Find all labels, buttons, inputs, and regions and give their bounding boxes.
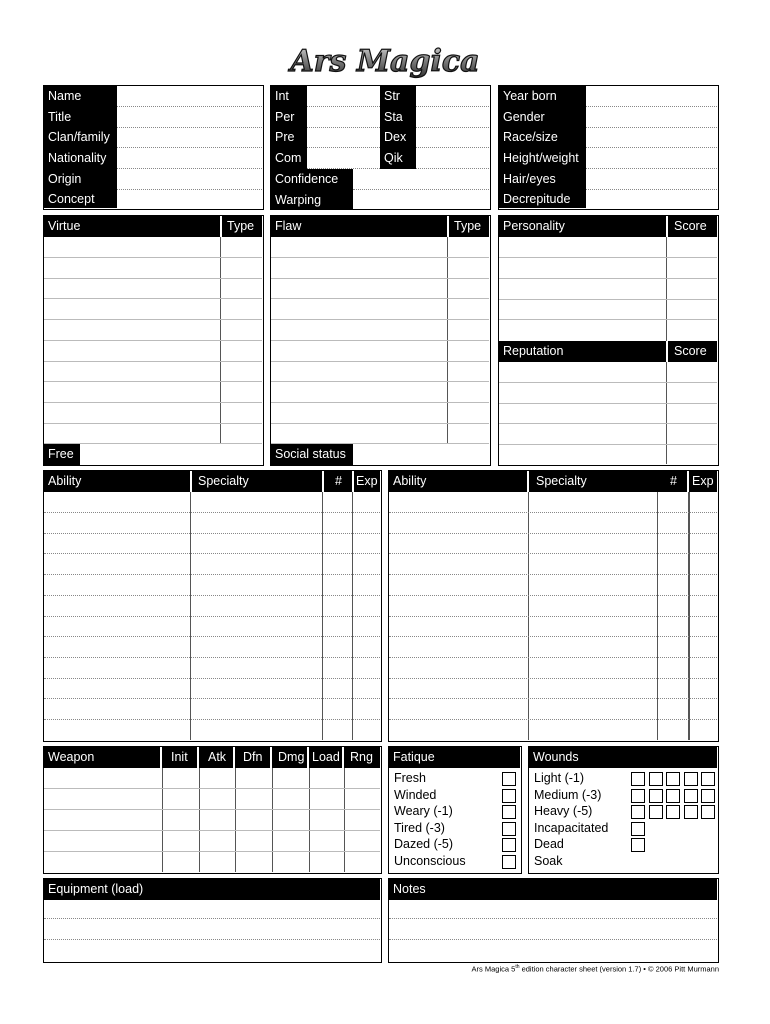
exp-header: Exp — [354, 471, 380, 492]
ability-row[interactable] — [390, 720, 527, 740]
fatigue-level-label: Unconscious — [394, 854, 466, 868]
virtue-type-header: Type — [222, 216, 262, 237]
flaw-row[interactable] — [272, 237, 446, 257]
column-divider — [657, 492, 658, 740]
virtue-row[interactable] — [45, 320, 219, 340]
ability-header: Ability — [44, 471, 190, 492]
reputation-header: Reputation — [499, 341, 666, 362]
flaw-type-header: Type — [449, 216, 489, 237]
wound-checkbox[interactable] — [631, 838, 645, 852]
flaw-row[interactable] — [272, 361, 446, 381]
svg-text:Ars Magica: Ars Magica — [290, 44, 480, 79]
ability-row[interactable] — [45, 492, 189, 512]
ability-row[interactable] — [45, 637, 189, 657]
virtue-row[interactable] — [45, 361, 219, 381]
info-label: Gender — [503, 110, 545, 124]
characteristics-box — [270, 85, 491, 210]
flaw-row[interactable] — [272, 403, 446, 423]
fatigue-checkbox[interactable] — [502, 772, 516, 786]
weapon-col-header: Dmg — [272, 747, 307, 768]
flaw-row[interactable] — [272, 382, 446, 402]
virtue-row[interactable] — [45, 403, 219, 423]
personality-row[interactable] — [500, 279, 665, 299]
character-info-left — [43, 85, 264, 210]
personality-row[interactable] — [500, 237, 665, 257]
info-field-5[interactable] — [119, 189, 260, 209]
info-field-3[interactable] — [588, 148, 715, 168]
ability-row[interactable] — [45, 575, 189, 595]
weapon-col-header: Init — [162, 747, 197, 768]
flaw-row[interactable] — [272, 341, 446, 361]
info-field-2[interactable] — [119, 127, 260, 147]
info-label: Concept — [48, 192, 95, 206]
info-label: Height/weight — [503, 151, 579, 165]
wound-level-label: Medium (-3) — [534, 787, 602, 802]
personality-reputation-box — [498, 215, 719, 466]
wound-checkbox[interactable] — [684, 805, 698, 819]
free-label: Free — [44, 444, 80, 465]
info-label: Clan/family — [48, 130, 110, 144]
info-label: Year born — [503, 89, 557, 103]
characteristic-label: Sta — [384, 110, 403, 124]
ars-magica-logo — [290, 38, 480, 84]
wounds-box — [528, 746, 719, 874]
notes-header: Notes — [389, 879, 717, 900]
characteristic-label: Pre — [275, 130, 295, 144]
virtue-row[interactable] — [45, 341, 219, 361]
ability-row[interactable] — [390, 554, 527, 574]
ability-row[interactable] — [390, 533, 527, 553]
flaw-row[interactable] — [272, 258, 446, 278]
weapon-row[interactable] — [45, 768, 160, 788]
personality-score-header: Score — [668, 216, 717, 237]
wound-checkbox[interactable] — [666, 772, 680, 786]
characteristic-label: Qik — [384, 151, 403, 165]
column-divider — [235, 768, 236, 872]
info-field-0[interactable] — [588, 86, 715, 106]
weapon-col-header: Weapon — [44, 747, 160, 768]
column-divider — [666, 362, 667, 464]
characteristic-value-7[interactable] — [418, 148, 487, 168]
notes-box — [388, 878, 719, 963]
ability-row[interactable] — [45, 658, 189, 678]
footer-superscript: th — [515, 964, 520, 970]
flaws-box — [270, 215, 491, 466]
fatigue-checkbox[interactable] — [502, 822, 516, 836]
info-field-4[interactable] — [119, 169, 260, 189]
ability-row[interactable] — [390, 492, 527, 512]
ability-row[interactable] — [390, 616, 527, 636]
column-divider — [309, 768, 310, 872]
wound-level-label: Soak — [534, 854, 563, 868]
column-divider — [666, 237, 667, 341]
ability-row[interactable] — [390, 513, 527, 533]
social-status-label: Social status — [271, 444, 353, 465]
weapons-box — [43, 746, 382, 874]
flaw-header: Flaw — [271, 216, 447, 237]
ability-row[interactable] — [45, 596, 189, 616]
fatigue-checkbox[interactable] — [502, 838, 516, 852]
ability-row[interactable] — [390, 658, 527, 678]
info-label: Title — [48, 110, 72, 124]
reputation-row[interactable] — [500, 403, 665, 423]
fatigue-level-label: Weary (-1) — [394, 804, 453, 819]
fatigue-checkbox[interactable] — [502, 855, 516, 869]
ability-row[interactable] — [45, 720, 189, 740]
ability-row[interactable] — [45, 513, 189, 533]
wound-checkbox[interactable] — [701, 805, 715, 819]
wound-checkbox[interactable] — [684, 772, 698, 786]
equipment-box — [43, 878, 382, 963]
wound-checkbox[interactable] — [649, 789, 663, 803]
info-field-4[interactable] — [588, 169, 715, 189]
virtue-row[interactable] — [45, 423, 219, 443]
personality-header: Personality — [499, 216, 666, 237]
characteristic-value-0[interactable] — [309, 86, 378, 106]
info-label: Decrepitude — [503, 192, 571, 206]
characteristic-value-4[interactable] — [418, 86, 487, 106]
virtue-row[interactable] — [45, 382, 219, 402]
personality-row[interactable] — [500, 320, 665, 340]
column-divider — [344, 768, 345, 872]
personality-row[interactable] — [500, 299, 665, 319]
reputation-score-header: Score — [668, 341, 717, 362]
ability-row[interactable] — [390, 699, 527, 719]
weapon-row[interactable] — [45, 810, 160, 830]
characteristic-value-5[interactable] — [418, 107, 487, 127]
personality-row[interactable] — [500, 258, 665, 278]
fatigue-level-label: Winded — [394, 787, 437, 802]
character-info-right — [498, 85, 719, 210]
wound-checkbox[interactable] — [631, 822, 645, 836]
footer-suffix: edition character sheet (version 1.7) • © 2006 Pitt Murmann — [519, 964, 719, 974]
info-label: Nationality — [48, 151, 107, 165]
equipment-line — [44, 918, 380, 919]
confidence-label: Confidence — [275, 172, 339, 186]
wound-checkbox[interactable] — [631, 805, 645, 819]
equipment-line — [44, 939, 380, 940]
flaw-row[interactable] — [272, 299, 446, 319]
ability-row[interactable] — [45, 616, 189, 636]
fatigue-checkbox[interactable] — [502, 789, 516, 803]
number-header: # — [324, 471, 352, 492]
wound-level-label: Heavy (-5) — [534, 804, 593, 819]
characteristic-value-2[interactable] — [309, 127, 378, 147]
info-field-1[interactable] — [119, 107, 260, 127]
characteristic-label: Str — [384, 89, 400, 103]
warping-label: Warping — [275, 193, 322, 207]
weapon-row[interactable] — [45, 852, 160, 872]
abilities-right-box — [388, 470, 719, 742]
weapon-col-header: Load — [309, 747, 342, 768]
ability-row[interactable] — [45, 533, 189, 553]
wound-checkbox[interactable] — [631, 789, 645, 803]
info-field-5[interactable] — [588, 189, 715, 209]
virtue-row[interactable] — [45, 278, 219, 298]
weapon-col-header: Rng — [344, 747, 380, 768]
fatigue-level-label: Fresh — [394, 771, 426, 785]
label-column — [44, 86, 117, 208]
characteristic-label: Per — [275, 110, 295, 124]
ability-row[interactable] — [45, 699, 189, 719]
fatigue-box — [388, 746, 522, 874]
characteristic-value-3[interactable] — [309, 148, 378, 168]
reputation-row[interactable] — [500, 444, 665, 464]
weapon-col-header: Dfn — [235, 747, 270, 768]
ability-row[interactable] — [390, 637, 527, 657]
info-field-3[interactable] — [119, 148, 260, 168]
notes-line — [389, 918, 717, 919]
characteristic-label: Int — [275, 89, 289, 103]
weapon-row[interactable] — [45, 789, 160, 809]
info-label: Race/size — [503, 130, 558, 144]
label-column — [499, 86, 586, 208]
wound-checkbox[interactable] — [649, 805, 663, 819]
wound-level-label: Dead — [534, 837, 564, 852]
footer-credits — [420, 964, 719, 974]
flaw-row[interactable] — [272, 320, 446, 340]
ability-row[interactable] — [390, 678, 527, 698]
virtue-header: Virtue — [44, 216, 220, 237]
wound-checkbox[interactable] — [666, 789, 680, 803]
virtue-row[interactable] — [45, 237, 219, 257]
ability-row[interactable] — [45, 554, 189, 574]
characteristic-value-6[interactable] — [418, 127, 487, 147]
wound-checkbox[interactable] — [701, 772, 715, 786]
wound-level-label: Incapacitated — [534, 820, 609, 835]
fatigue-checkbox[interactable] — [502, 805, 516, 819]
reputation-row[interactable] — [500, 383, 665, 403]
notes-line — [389, 939, 717, 940]
info-field-0[interactable] — [119, 86, 260, 106]
column-divider — [199, 768, 200, 872]
column-divider — [162, 768, 163, 872]
wound-checkbox[interactable] — [631, 772, 645, 786]
wound-checkbox[interactable] — [701, 789, 715, 803]
info-field-1[interactable] — [588, 107, 715, 127]
equipment-header: Equipment (load) — [44, 879, 380, 900]
ability-row[interactable] — [45, 678, 189, 698]
ability-header: Ability — [389, 471, 527, 492]
fatigue-level-label: Tired (-3) — [394, 820, 445, 835]
footer-prefix: Ars Magica 5 — [471, 964, 516, 974]
ability-row[interactable] — [390, 575, 527, 595]
abilities-left-box — [43, 470, 382, 742]
specialty-header: Specialty — [529, 471, 687, 492]
wounds-header: Wounds — [529, 747, 717, 768]
characteristic-label: Dex — [384, 130, 407, 144]
wound-level-label: Light (-1) — [534, 771, 585, 785]
column-divider — [272, 768, 273, 872]
fatigue-level-label: Dazed (-5) — [394, 837, 454, 852]
specialty-header: Specialty — [192, 471, 322, 492]
virtue-row[interactable] — [45, 258, 219, 278]
virtues-box — [43, 215, 264, 466]
info-field-2[interactable] — [588, 127, 715, 147]
virtue-row[interactable] — [45, 299, 219, 319]
characteristic-value-1[interactable] — [309, 107, 378, 127]
ability-row[interactable] — [390, 596, 527, 616]
reputation-row[interactable] — [500, 362, 665, 382]
fatigue-header: Fatique — [389, 747, 520, 768]
reputation-row[interactable] — [500, 424, 665, 444]
exp-header: Exp — [689, 471, 717, 492]
info-label: Name — [48, 89, 82, 103]
wound-checkbox[interactable] — [684, 789, 698, 803]
wound-checkbox[interactable] — [666, 805, 680, 819]
info-label: Hair/eyes — [503, 172, 556, 186]
weapon-row[interactable] — [45, 831, 160, 851]
weapon-col-header: Atk — [199, 747, 233, 768]
number-header: # — [659, 471, 687, 492]
characteristic-label: Com — [275, 151, 302, 165]
confidence-field[interactable] — [355, 169, 487, 189]
flaw-row[interactable] — [272, 278, 446, 298]
wound-checkbox[interactable] — [649, 772, 663, 786]
warping-field[interactable] — [355, 190, 487, 209]
flaw-row[interactable] — [272, 423, 446, 443]
info-label: Origin — [48, 172, 82, 186]
